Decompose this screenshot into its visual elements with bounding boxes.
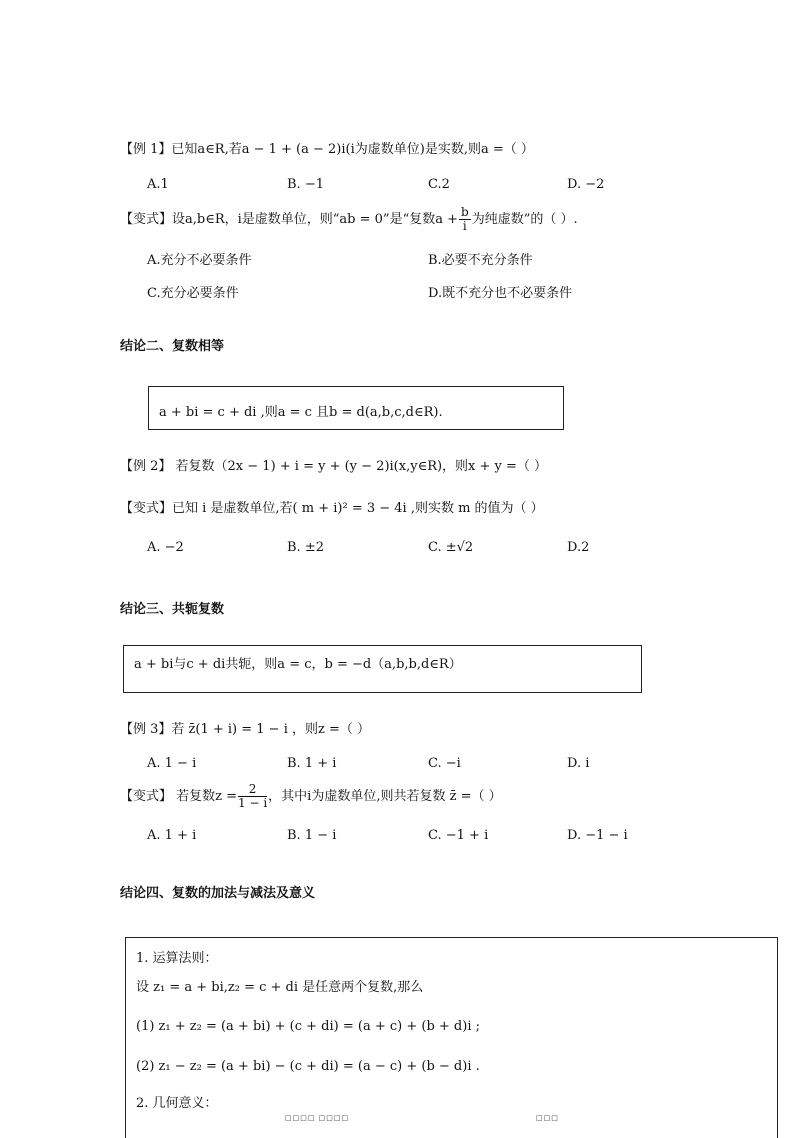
- rules-line-4: (2) z₁ − z₂ = (a + bi) − (c + di) = (a − c) + (b − d)i .: [136, 1059, 480, 1074]
- section-4-heading: 结论四、复数的加法与减法及意义: [120, 886, 316, 901]
- variant-2-option-d: D.2: [567, 540, 590, 555]
- variant-3-option-a: A. 1 + i: [147, 828, 197, 843]
- variant-3-fraction: [238, 783, 267, 810]
- example-1-option-a: A.1: [147, 177, 169, 192]
- variant-1-option-c: C.充分必要条件: [147, 286, 239, 301]
- example-3-question: 【例 3】若 z̄(1 + i) = 1 − i ，则z =（ ）: [120, 722, 370, 737]
- fraction-denominator: i: [462, 219, 467, 233]
- variant-1-option-a: A.充分不必要条件: [147, 253, 252, 268]
- variant-3-question: [120, 783, 502, 810]
- variant-1-fraction: [459, 206, 471, 233]
- variant-2-option-b: B. ±2: [287, 540, 324, 555]
- section-3-heading: 结论三、共轭复数: [120, 602, 225, 617]
- truncated-text-mark-1: □□□□ □□□□: [285, 1114, 350, 1122]
- rules-line-5: 2. 几何意义：: [136, 1096, 218, 1111]
- variant-3-prefix: 【变式】 若复数z =: [120, 789, 238, 804]
- example-1-question: 【例 1】已知a∈R,若a − 1 + (a − 2)i(i为虚数单位)是实数,则a =（ ）: [120, 142, 534, 157]
- example-1-option-c: C.2: [428, 177, 450, 192]
- section-3-formula-box: [123, 645, 642, 693]
- variant-1-option-b: B.必要不充分条件: [428, 253, 533, 268]
- variant-3-option-c: C. −1 + i: [428, 828, 489, 843]
- example-3-option-d: D. i: [567, 756, 590, 771]
- variant-3-option-d: D. −1 − i: [567, 828, 628, 843]
- variant-3-suffix: ，其中i为虚数单位,则共若复数 z̄ =（ ）: [268, 789, 502, 804]
- fraction-numerator: b: [461, 205, 469, 219]
- example-1-option-b: B. −1: [287, 177, 324, 192]
- fraction-denominator: 1 − i: [238, 796, 268, 810]
- fraction-numerator: 2: [238, 783, 267, 797]
- variant-1-suffix: 为纯虚数”的（ ）.: [471, 212, 578, 227]
- section-2-formula-box: [148, 386, 564, 430]
- section-4-rules-box: [125, 937, 778, 1138]
- example-3-option-a: A. 1 − i: [147, 756, 197, 771]
- example-3-option-b: B. 1 + i: [287, 756, 337, 771]
- variant-1-question: [120, 206, 578, 233]
- section-2-formula: a + bi = c + di ,则a = c 且b = d(a,b,c,d∈R).: [159, 405, 443, 420]
- rules-line-3: (1) z₁ + z₂ = (a + bi) + (c + di) = (a + c) + (b + d)i ;: [136, 1019, 480, 1034]
- variant-2-option-a: A. −2: [147, 540, 184, 555]
- truncated-text-mark-2: □□□: [536, 1114, 559, 1122]
- example-1-option-d: D. −2: [567, 177, 605, 192]
- example-3-option-c: C. −i: [428, 756, 461, 771]
- rules-line-2: 设 z₁ = a + bi,z₂ = c + di 是任意两个复数,那么: [136, 980, 424, 995]
- variant-1-prefix: 【变式】设a,b∈R，i是虚数单位，则“ab = 0”是“复数a +: [120, 212, 458, 227]
- section-2-heading: 结论二、复数相等: [120, 339, 225, 354]
- variant-2-question: 【变式】已知 i 是虚数单位,若( m + i)² = 3 − 4i ,则实数 m 的值为（ ）: [120, 501, 544, 516]
- example-2-question: 【例 2】 若复数（2x − 1) + i = y + (y − 2)i(x,y∈R)，则x + y =（ ）: [120, 459, 548, 474]
- variant-3-option-b: B. 1 − i: [287, 828, 337, 843]
- section-3-formula: a + bi与c + di共轭，则a = c，b = −d（a,b,b,d∈R）: [134, 657, 462, 672]
- variant-1-option-d: D.既不充分也不必要条件: [428, 286, 573, 301]
- rules-line-1: 1. 运算法则：: [136, 951, 218, 966]
- variant-2-option-c: C. ±√2: [428, 540, 474, 555]
